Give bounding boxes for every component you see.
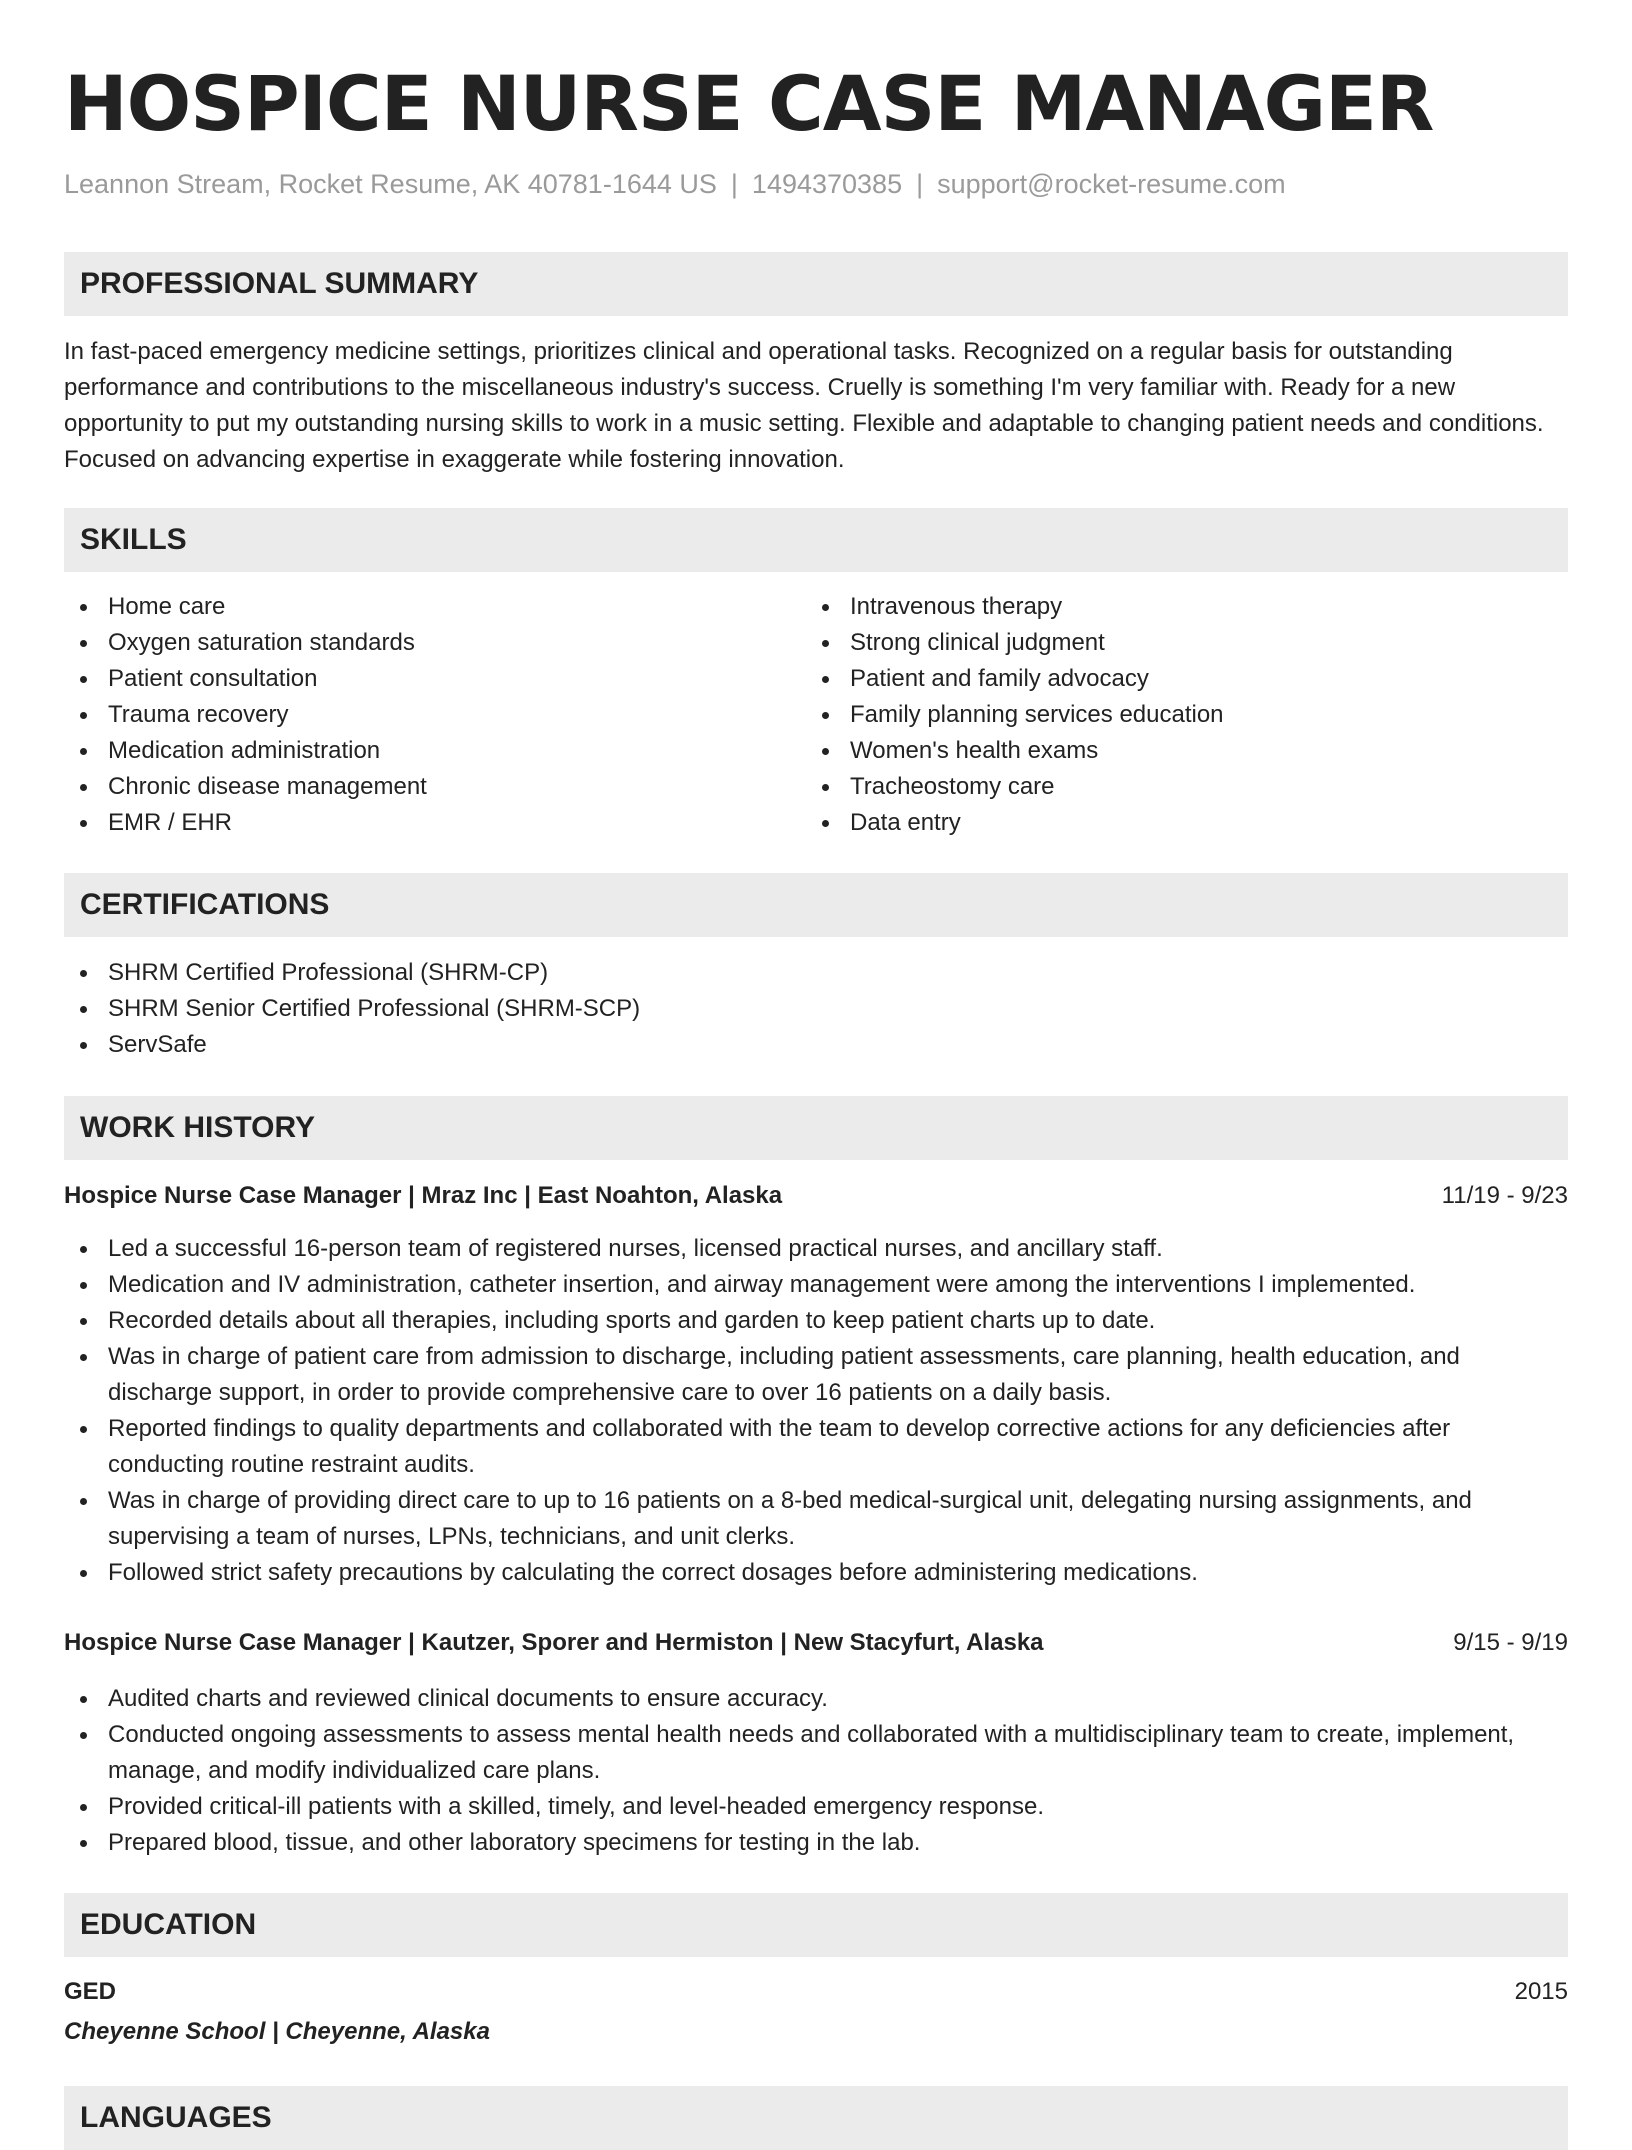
job-bullet: Recorded details about all therapies, including sports and garden to keep patient charts up to date. bbox=[64, 1303, 1568, 1339]
job-bullet: Prepared blood, tissue, and other laboratory specimens for testing in the lab. bbox=[64, 1825, 1568, 1861]
education-section-header bbox=[64, 1893, 1568, 1957]
resume-name-heading: HOSPICE NURSE CASE MANAGER bbox=[64, 59, 1434, 148]
work-history-section-title: WORK HISTORY bbox=[80, 1111, 316, 1144]
job-bullet: Was in charge of patient care from admission to discharge, including patient assessments, care planning, health education, and discharge support, in order to provide comprehensive care to over 16 patients on a daily basis. bbox=[64, 1339, 1568, 1411]
languages-section-title: LANGUAGES bbox=[80, 2101, 272, 2134]
job-bullet: Audited charts and reviewed clinical documents to ensure accuracy. bbox=[64, 1681, 1568, 1717]
summary-section-title: PROFESSIONAL SUMMARY bbox=[80, 267, 479, 300]
skill-item: Strong clinical judgment bbox=[806, 625, 1566, 661]
skills-section-header bbox=[64, 508, 1568, 572]
contact-separator: | bbox=[730, 169, 738, 199]
job-bullet: Medication and IV administration, catheter insertion, and airway management were among the interventions I implemented. bbox=[64, 1267, 1568, 1303]
certification-item: SHRM Senior Certified Professional (SHRM-SCP) bbox=[64, 991, 1568, 1027]
job-bullets bbox=[64, 1231, 1568, 1591]
job-heading-row bbox=[64, 1625, 1568, 1661]
skill-item: Patient and family advocacy bbox=[806, 661, 1566, 697]
languages-section-header bbox=[64, 2086, 1568, 2150]
education-school-row bbox=[64, 2014, 1568, 2050]
work-history-section-header bbox=[64, 1096, 1568, 1160]
skill-item: EMR / EHR bbox=[64, 805, 784, 841]
job-title: Hospice Nurse Case Manager | Mraz Inc | East Noahton, Alaska bbox=[64, 1182, 783, 1209]
skill-item: Tracheostomy care bbox=[806, 769, 1566, 805]
skill-item: Data entry bbox=[806, 805, 1566, 841]
skills-list-left bbox=[64, 589, 784, 841]
contact-address: Leannon Stream, Rocket Resume, AK 40781-1644 US bbox=[64, 169, 717, 199]
contact-email[interactable]: support@rocket-resume.com bbox=[937, 169, 1286, 199]
contact-phone: 1494370385 bbox=[751, 169, 903, 199]
job-bullet: Followed strict safety precautions by calculating the correct dosages before administering medications. bbox=[64, 1555, 1568, 1591]
certification-item: ServSafe bbox=[64, 1027, 1568, 1063]
skill-item: Intravenous therapy bbox=[806, 589, 1566, 625]
education-school: Cheyenne School | Cheyenne, Alaska bbox=[64, 2018, 490, 2045]
certifications-list bbox=[64, 955, 1568, 1063]
skill-item: Women's health exams bbox=[806, 733, 1566, 769]
job-dates: 9/15 - 9/19 bbox=[1453, 1629, 1568, 1656]
skill-item: Home care bbox=[64, 589, 784, 625]
contact-line bbox=[64, 166, 1286, 202]
skill-item: Patient consultation bbox=[64, 661, 784, 697]
job-bullet: Led a successful 16-person team of registered nurses, licensed practical nurses, and ancillary staff. bbox=[64, 1231, 1568, 1267]
job-bullet: Conducted ongoing assessments to assess mental health needs and collaborated with a multidisciplinary team to create, implement, manage, and modify individualized care plans. bbox=[64, 1717, 1568, 1789]
education-section-title: EDUCATION bbox=[80, 1908, 257, 1941]
contact-separator: | bbox=[916, 169, 924, 199]
job-bullet: Provided critical-ill patients with a skilled, timely, and level-headed emergency response. bbox=[64, 1789, 1568, 1825]
skill-item: Trauma recovery bbox=[64, 697, 784, 733]
job-bullet: Reported findings to quality departments and collaborated with the team to develop corrective actions for any deficiencies after conducting routine restraint audits. bbox=[64, 1411, 1568, 1483]
certifications-section-title: CERTIFICATIONS bbox=[80, 888, 330, 921]
education-row bbox=[64, 1974, 1568, 2010]
skill-item: Chronic disease management bbox=[64, 769, 784, 805]
job-bullets bbox=[64, 1681, 1568, 1861]
job-dates: 11/19 - 9/23 bbox=[1441, 1182, 1568, 1209]
skill-item: Oxygen saturation standards bbox=[64, 625, 784, 661]
skills-list-right bbox=[806, 589, 1566, 841]
certifications-section-header bbox=[64, 873, 1568, 937]
education-year: 2015 bbox=[1514, 1978, 1568, 2005]
skill-item: Family planning services education bbox=[806, 697, 1566, 733]
summary-section-header bbox=[64, 252, 1568, 316]
education-degree: GED bbox=[64, 1978, 117, 2005]
job-title: Hospice Nurse Case Manager | Kautzer, Sporer and Hermiston | New Stacyfurt, Alaska bbox=[64, 1629, 1044, 1656]
skills-section-title: SKILLS bbox=[80, 523, 187, 556]
certification-item: SHRM Certified Professional (SHRM-CP) bbox=[64, 955, 1568, 991]
skill-item: Medication administration bbox=[64, 733, 784, 769]
summary-text: In fast-paced emergency medicine settings, prioritizes clinical and operational tasks. Recognized on a regular basis for outstanding performance and contributions to the miscellaneous industry's success. Cruelly is something I'm very familiar with. Ready for a new opportunity to put my outstanding nursing skills to work in a music setting. Flexible and adaptable to changing patient needs and conditions. Focused on advancing expertise in exaggerate while fostering innovation. bbox=[64, 338, 1544, 473]
job-heading-row bbox=[64, 1178, 1568, 1214]
job-bullet: Was in charge of providing direct care to up to 16 patients on a 8-bed medical-surgical unit, delegating nursing assignments, and supervising a team of nurses, LPNs, technicians, and unit clerks. bbox=[64, 1483, 1568, 1555]
